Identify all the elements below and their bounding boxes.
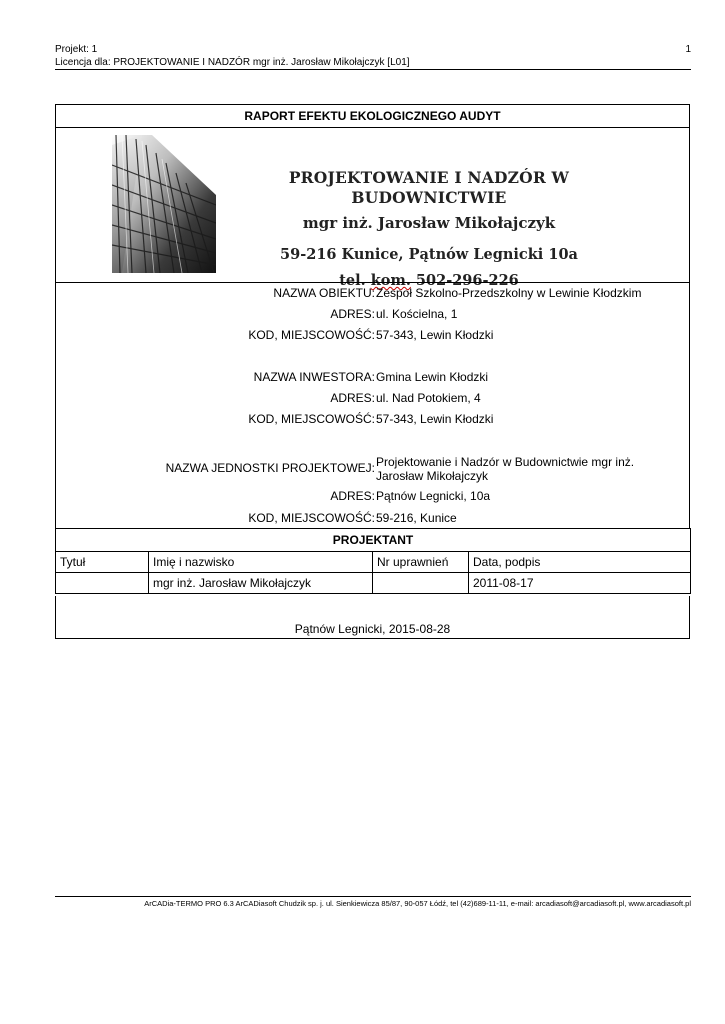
page-header bbox=[55, 43, 691, 69]
designer-header-row bbox=[56, 552, 691, 573]
design-unit-city-label: KOD, MIEJSCOWOŚĆ: bbox=[248, 511, 375, 525]
column-header: Nr uprawnień bbox=[373, 552, 469, 573]
company-owner: mgr inż. Jarosław Mikołajczyk bbox=[302, 214, 556, 232]
investor-name-label: NAZWA INWESTORA: bbox=[253, 370, 375, 384]
object-city-label: KOD, MIEJSCOWOŚĆ: bbox=[248, 328, 375, 342]
investor-city-value: 57-343, Lewin Kłodzki bbox=[376, 412, 494, 426]
header-divider bbox=[55, 69, 691, 70]
building-photo-icon bbox=[112, 135, 216, 273]
page-number: 1 bbox=[685, 44, 691, 55]
project-label: Projekt: 1 bbox=[55, 44, 98, 55]
object-address-label: ADRES: bbox=[330, 307, 375, 321]
company-name: PROJEKTOWANIE I NADZÓR W BUDOWNICTWIE bbox=[288, 168, 570, 207]
place-date: Pątnów Legnicki, 2015-08-28 bbox=[294, 622, 451, 636]
investor-city-label: KOD, MIEJSCOWOŚĆ: bbox=[248, 412, 375, 426]
phone-kom: kom. bbox=[370, 272, 411, 289]
object-name-label: NAZWA OBIEKTU: bbox=[273, 286, 375, 300]
design-unit-city-value: 59-216, Kunice bbox=[376, 511, 457, 525]
company-address: 59-216 Kunice, Pątnów Legnicki 10a bbox=[280, 246, 578, 263]
place-date-box bbox=[55, 596, 690, 639]
design-unit-name-row bbox=[0, 455, 725, 483]
report-title: RAPORT EFEKTU EKOLOGICZNEGO AUDYT bbox=[55, 104, 690, 128]
company-letterhead bbox=[224, 168, 634, 292]
designer-heading-row bbox=[56, 529, 691, 552]
designer-data-row bbox=[56, 573, 691, 594]
design-unit-address-label: ADRES: bbox=[330, 489, 375, 503]
designer-table bbox=[55, 528, 691, 594]
investor-address-label: ADRES: bbox=[330, 391, 375, 405]
design-unit-name-value: Projektowanie i Nadzór w Budownictwie mgr inż. Jarosław Mikołajczyk bbox=[376, 455, 635, 483]
table-cell bbox=[56, 573, 149, 594]
design-unit-address-value: Pątnów Legnicki, 10a bbox=[376, 489, 491, 503]
object-name-value: Zespoł Szkolno-Przedszkolny w Lewinie Kłodzkim bbox=[376, 286, 642, 300]
phone-prefix: tel. bbox=[339, 272, 371, 289]
investor-name-value: Gmina Lewin Kłodzki bbox=[376, 370, 489, 384]
table-cell bbox=[373, 573, 469, 594]
phone-number: 502-296-226 bbox=[410, 272, 519, 289]
company-logo-panel bbox=[55, 127, 690, 289]
designer-heading: PROJEKTANT bbox=[56, 529, 691, 552]
column-header: Imię i nazwisko bbox=[149, 552, 373, 573]
table-cell: 2011-08-17 bbox=[469, 573, 691, 594]
table-cell: mgr inż. Jarosław Mikołajczyk bbox=[149, 573, 373, 594]
page-footer: ArCADia-TERMO PRO 6.3 ArCADiasoft Chudzik sp. j. ul. Sienkiewicza 85/87, 90-057 Łódź, tel (42)689-11-11, e-mail: arcadiasoft@arcadiasoft.pl, www.arcadiasoft.pl bbox=[144, 899, 691, 908]
investor-address-value: ul. Nad Potokiem, 4 bbox=[376, 391, 481, 405]
design-unit-name-label: NAZWA JEDNOSTKI PROJEKTOWEJ: bbox=[165, 461, 375, 475]
license-label: Licencja dla: PROJEKTOWANIE I NADZÓR mgr inż. Jarosław Mikołajczyk [L01] bbox=[55, 57, 410, 68]
column-header: Tytuł bbox=[56, 552, 149, 573]
object-address-value: ul. Kościelna, 1 bbox=[376, 307, 458, 321]
column-header: Data, podpis bbox=[469, 552, 691, 573]
footer-divider bbox=[55, 896, 691, 897]
object-city-value: 57-343, Lewin Kłodzki bbox=[376, 328, 494, 342]
